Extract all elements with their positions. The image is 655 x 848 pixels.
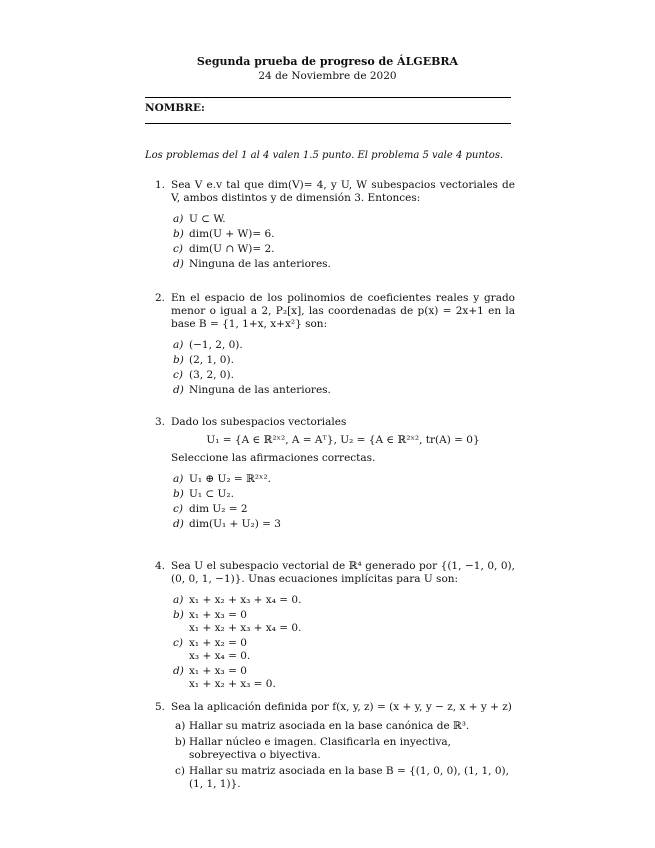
option-text: dim(U + W)= 6. bbox=[189, 228, 275, 240]
problem-3 bbox=[145, 416, 515, 533]
option-label: c) bbox=[173, 369, 183, 381]
option-label: a) bbox=[173, 339, 184, 351]
option-text: dim(U ∩ W)= 2. bbox=[189, 243, 275, 255]
subspace-definitions: U₁ = {A ∈ ℝ²ˣ², A = Aᵀ}, U₂ = {A ∈ ℝ²ˣ², tr(A) = 0} bbox=[206, 434, 480, 446]
option bbox=[173, 594, 515, 607]
name-label: NOMBRE: bbox=[145, 102, 205, 114]
options-list bbox=[173, 473, 515, 531]
option bbox=[173, 609, 515, 635]
option-label: a) bbox=[173, 473, 184, 485]
option-label: d) bbox=[173, 518, 184, 530]
option bbox=[173, 488, 515, 501]
option bbox=[173, 473, 515, 486]
option-label: c) bbox=[173, 637, 183, 649]
problem-stem: Sea U el subespacio vectorial de ℝ⁴ generado por {(1, −1, 0, 0), (0, 0, 1, −1)}. Unas ecuaciones implícitas para U son: bbox=[171, 560, 515, 585]
option-text: U₁ ⊕ U₂ = ℝ²ˣ². bbox=[189, 473, 271, 485]
problem-stem: Sea V e.v tal que dim(V)= 4, y U, W subespacios vectoriales de V, ambos distintos y de dimensión 3. Entonces: bbox=[171, 179, 515, 204]
problem-number: 1. bbox=[155, 179, 166, 191]
subquestion bbox=[175, 736, 515, 762]
exam-title: Segunda prueba de progreso de ÁLGEBRA bbox=[196, 55, 459, 68]
option-label: c) bbox=[173, 503, 183, 515]
options-list bbox=[173, 213, 515, 271]
option bbox=[173, 354, 515, 367]
intro-text: Los problemas del 1 al 4 valen 1.5 punto. El problema 5 vale 4 puntos. bbox=[145, 150, 504, 161]
problem-stem: Dado los subespacios vectoriales bbox=[171, 416, 347, 428]
option-text: x₁ + x₃ = 0 x₁ + x₂ + x₃ = 0. bbox=[189, 665, 276, 690]
option-text: x₁ + x₂ = 0 x₃ + x₄ = 0. bbox=[189, 637, 251, 662]
problem-number: 5. bbox=[155, 701, 166, 713]
bottom-rule bbox=[145, 123, 511, 124]
option bbox=[173, 213, 515, 226]
option-text: x₁ + x₃ = 0 x₁ + x₂ + x₃ + x₄ = 0. bbox=[189, 609, 302, 634]
problem-number: 2. bbox=[155, 292, 166, 304]
option-text: Ninguna de las anteriores. bbox=[189, 258, 331, 270]
problem-number: 4. bbox=[155, 560, 166, 572]
option-text: Ninguna de las anteriores. bbox=[189, 384, 331, 396]
option-text: U ⊂ W. bbox=[189, 213, 226, 225]
option bbox=[173, 369, 515, 382]
option bbox=[173, 228, 515, 241]
option-label: a) bbox=[173, 213, 184, 225]
option bbox=[173, 384, 515, 397]
option-text: (3, 2, 0). bbox=[189, 369, 234, 381]
option bbox=[173, 503, 515, 516]
options-list bbox=[173, 339, 515, 397]
exam-date: 24 de Noviembre de 2020 bbox=[258, 70, 397, 82]
option-label: d) bbox=[173, 665, 184, 677]
top-rule bbox=[145, 97, 511, 98]
option bbox=[173, 258, 515, 271]
problem-2 bbox=[145, 292, 515, 399]
subquestions-list bbox=[175, 720, 515, 791]
problem-stem: En el espacio de los polinomios de coeficientes reales y grado menor o igual a 2, P₂[x], las coordenadas de p(x) = 2x+1 en la base B = {1, 1+x, x+x²} son: bbox=[171, 292, 515, 330]
option-text: (−1, 2, 0). bbox=[189, 339, 243, 351]
subquestion-text: Hallar su matriz asociada en la base canónica de ℝ³. bbox=[189, 720, 470, 732]
problem-number: 3. bbox=[155, 416, 166, 428]
option bbox=[173, 243, 515, 256]
option-label: d) bbox=[173, 258, 184, 270]
options-list bbox=[173, 594, 515, 691]
option bbox=[173, 637, 515, 663]
subquestion-label: b) bbox=[175, 736, 186, 748]
subquestion-text: Hallar núcleo e imagen. Clasificarla en inyectiva, sobreyectiva o biyectiva. bbox=[189, 736, 451, 761]
option-text: (2, 1, 0). bbox=[189, 354, 234, 366]
option-label: b) bbox=[173, 488, 184, 500]
option bbox=[173, 518, 515, 531]
problem-1 bbox=[145, 179, 515, 273]
instruction-text: Seleccione las afirmaciones correctas. bbox=[171, 452, 376, 464]
option-label: b) bbox=[173, 228, 184, 240]
option-text: dim(U₁ + U₂) = 3 bbox=[189, 518, 281, 530]
problem-stem: Sea la aplicación definida por f(x, y, z) = (x + y, y − z, x + y + z) bbox=[171, 701, 512, 713]
subquestion bbox=[175, 720, 515, 733]
option-text: x₁ + x₂ + x₃ + x₄ = 0. bbox=[189, 594, 302, 606]
subquestion bbox=[175, 765, 515, 791]
option-text: U₁ ⊂ U₂. bbox=[189, 488, 234, 500]
problem-5 bbox=[145, 701, 515, 794]
option bbox=[173, 665, 515, 691]
subquestion-label: c) bbox=[175, 765, 185, 777]
problem-4 bbox=[145, 560, 515, 693]
option bbox=[173, 339, 515, 352]
option-label: b) bbox=[173, 354, 184, 366]
option-label: a) bbox=[173, 594, 184, 606]
subquestion-text: Hallar su matriz asociada en la base B = {(1, 0, 0), (1, 1, 0), (1, 1, 1)}. bbox=[189, 765, 509, 790]
subquestion-label: a) bbox=[175, 720, 186, 732]
option-label: c) bbox=[173, 243, 183, 255]
option-label: b) bbox=[173, 609, 184, 621]
option-text: dim U₂ = 2 bbox=[189, 503, 248, 515]
option-label: d) bbox=[173, 384, 184, 396]
